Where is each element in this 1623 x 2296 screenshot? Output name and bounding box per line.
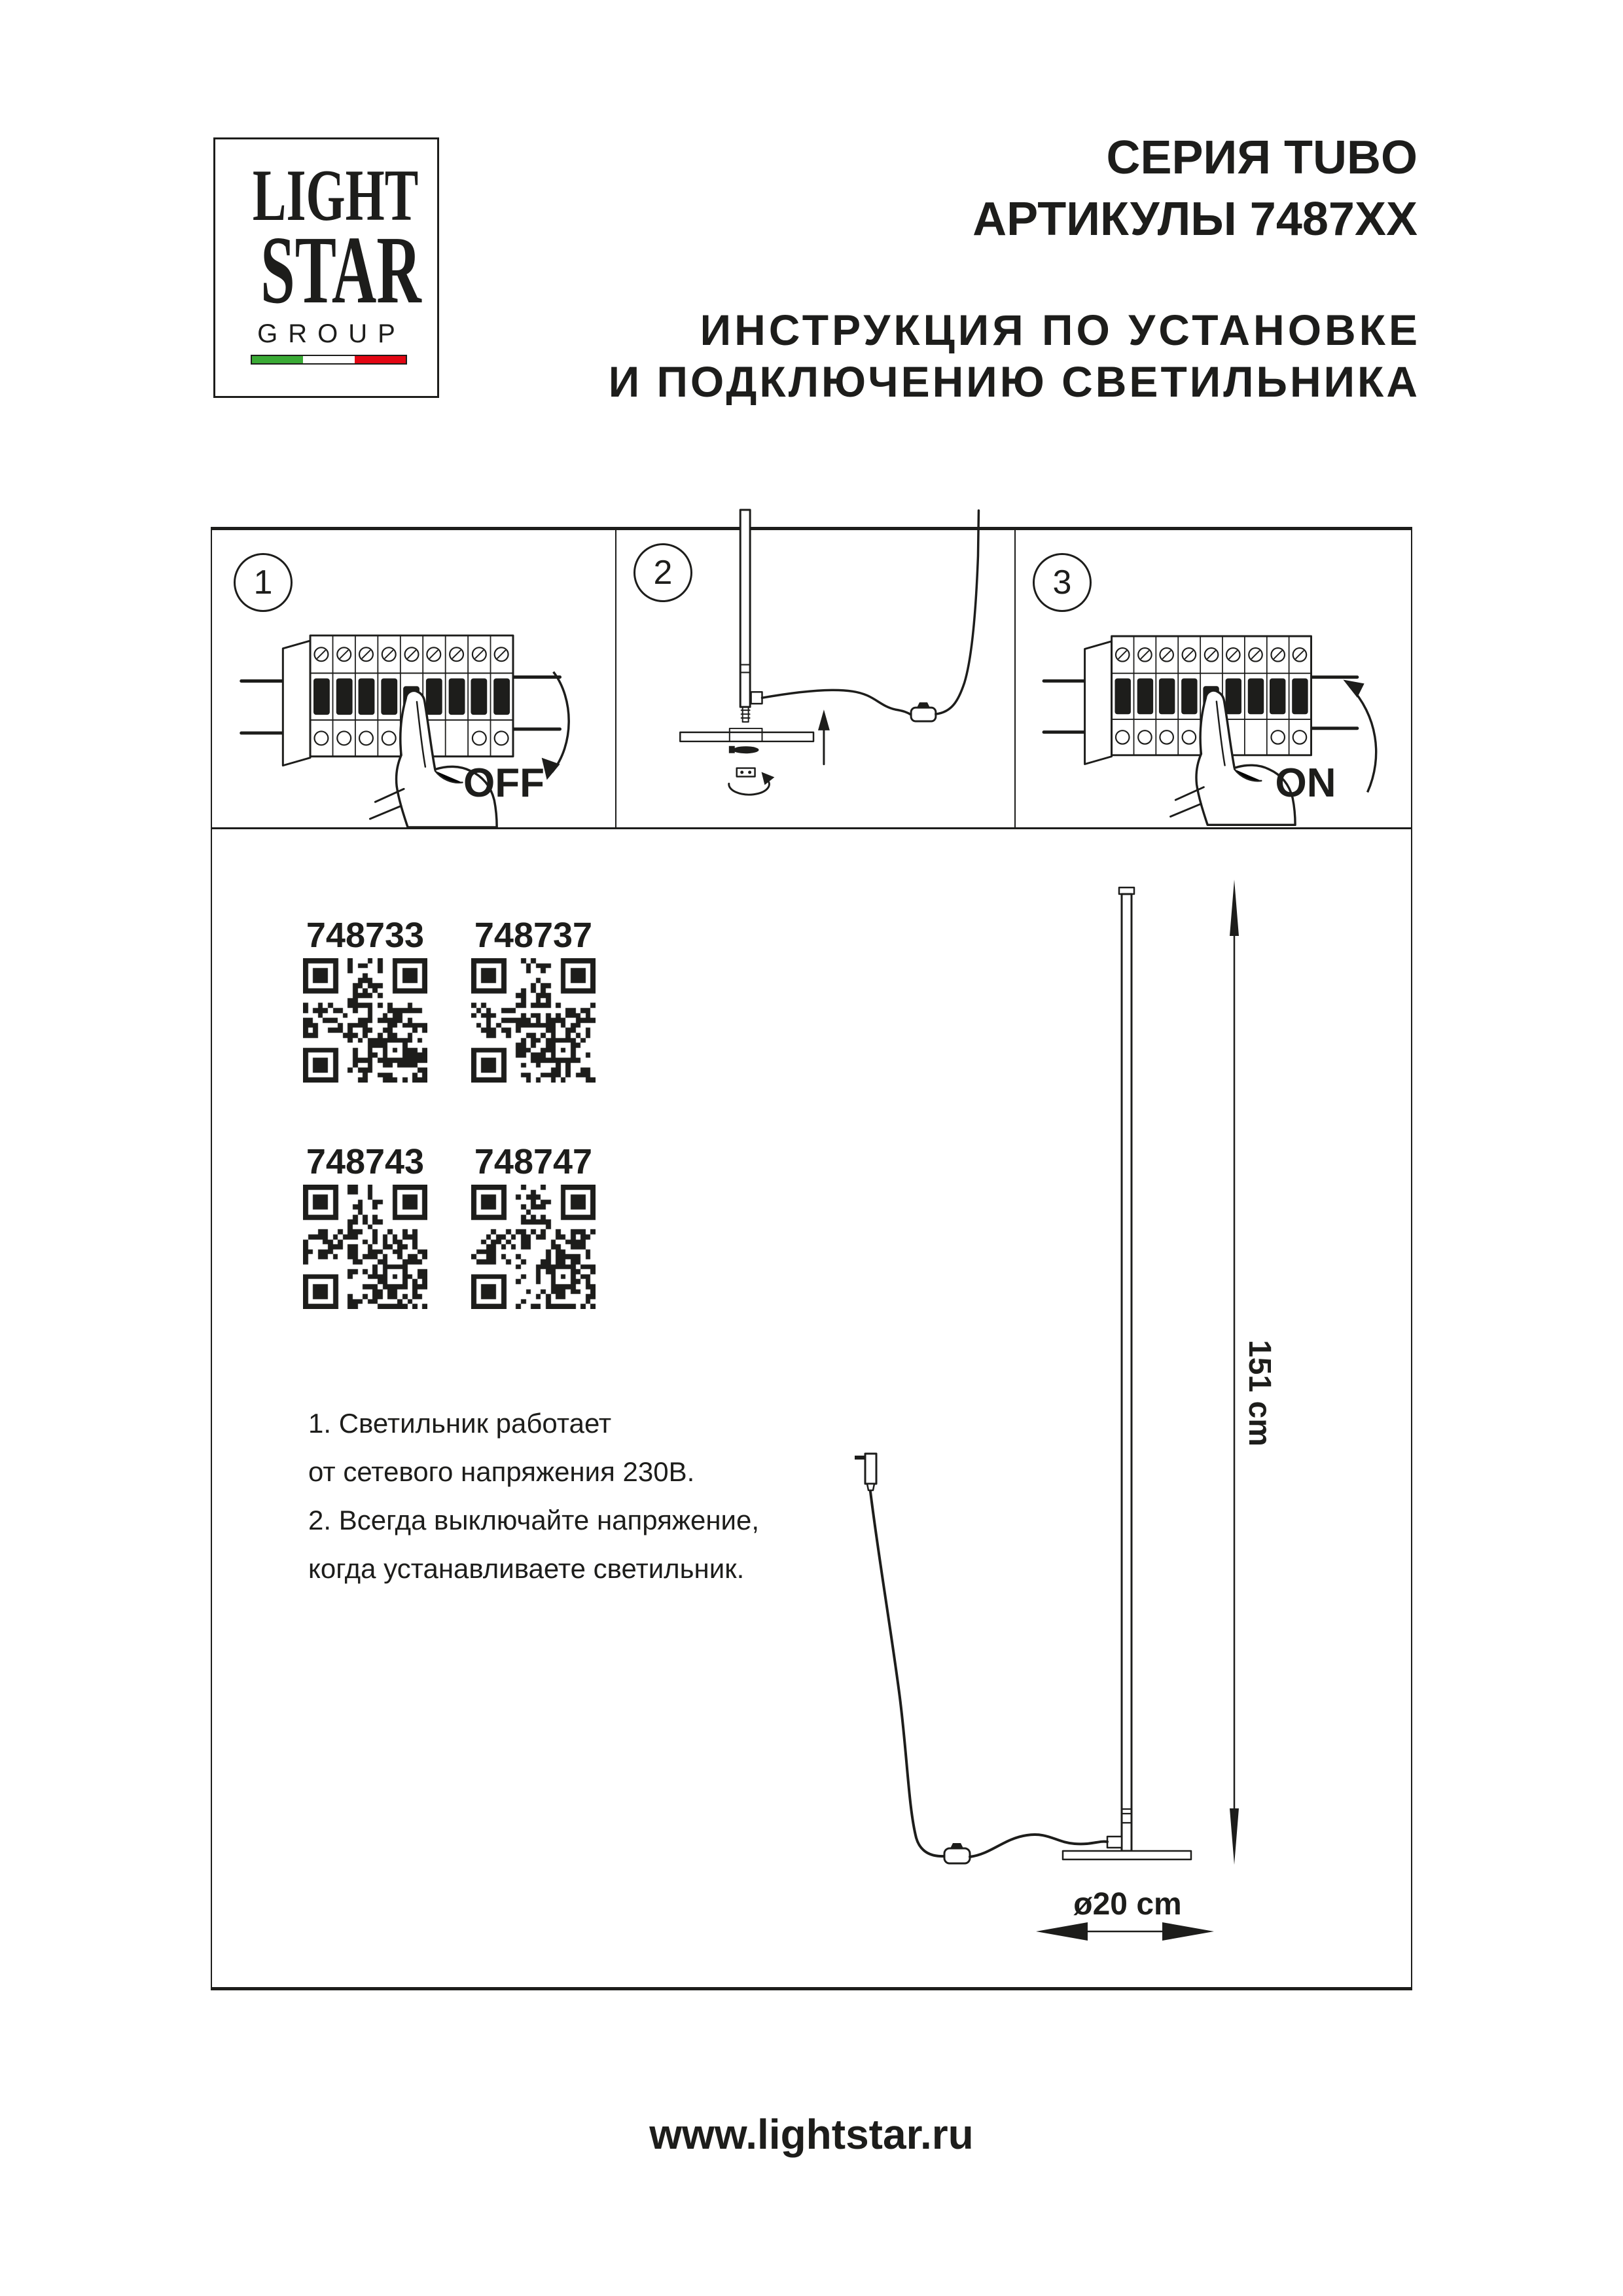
logo-word-light: LIGHT bbox=[252, 155, 419, 236]
flag-green-segment bbox=[252, 356, 303, 363]
note-line: от сетевого напряжения 230В. bbox=[308, 1456, 695, 1487]
logo-word-star: STAR bbox=[260, 217, 421, 324]
step-2-number: 2 bbox=[633, 543, 692, 602]
article-number-748737: 748737 bbox=[474, 916, 593, 955]
lightstar-logo bbox=[213, 137, 439, 398]
power-cable bbox=[870, 1492, 944, 1856]
articles-title: АРТИКУЛЫ 7487XX bbox=[972, 193, 1418, 245]
diameter-dimension-label: ø20 cm bbox=[1073, 1887, 1182, 1922]
article-number-748743: 748743 bbox=[306, 1142, 425, 1181]
flag-white-segment bbox=[303, 356, 354, 363]
italian-flag-stripe bbox=[251, 355, 407, 365]
on-label: ON bbox=[1275, 761, 1336, 806]
instruction-title-1: ИНСТРУКЦИЯ ПО УСТАНОВКЕ bbox=[700, 306, 1421, 354]
steps-row bbox=[212, 530, 1411, 829]
article-number-748747: 748747 bbox=[474, 1142, 593, 1181]
website-link: www.lightstar.ru bbox=[649, 2111, 974, 2158]
step-1-number: 1 bbox=[234, 553, 293, 612]
note-line: когда устанавливаете светильник. bbox=[308, 1553, 745, 1584]
lamp-base bbox=[1063, 1851, 1191, 1859]
article-number-748733: 748733 bbox=[306, 916, 425, 955]
note-line: 2. Всегда выключайте напряжение, bbox=[308, 1505, 760, 1535]
step-3-number: 3 bbox=[1033, 553, 1092, 612]
height-dimension-label: 151 cm bbox=[1241, 1339, 1277, 1446]
instruction-title-2: И ПОДКЛЮЧЕНИЮ СВЕТИЛЬНИКА bbox=[608, 357, 1420, 406]
flag-red-segment bbox=[355, 356, 406, 363]
off-label: OFF bbox=[463, 761, 544, 806]
note-line: 1. Светильник работает bbox=[308, 1408, 612, 1439]
cable-inlet bbox=[1107, 1837, 1122, 1848]
series-title: СЕРИЯ TUBO bbox=[1106, 132, 1418, 184]
lamp-pole bbox=[1122, 894, 1132, 1851]
inline-switch bbox=[944, 1843, 970, 1863]
power-plug bbox=[855, 1454, 876, 1490]
diameter-dimension-arrow bbox=[1036, 1922, 1214, 1941]
logo-word-group: GROUP bbox=[257, 319, 406, 349]
